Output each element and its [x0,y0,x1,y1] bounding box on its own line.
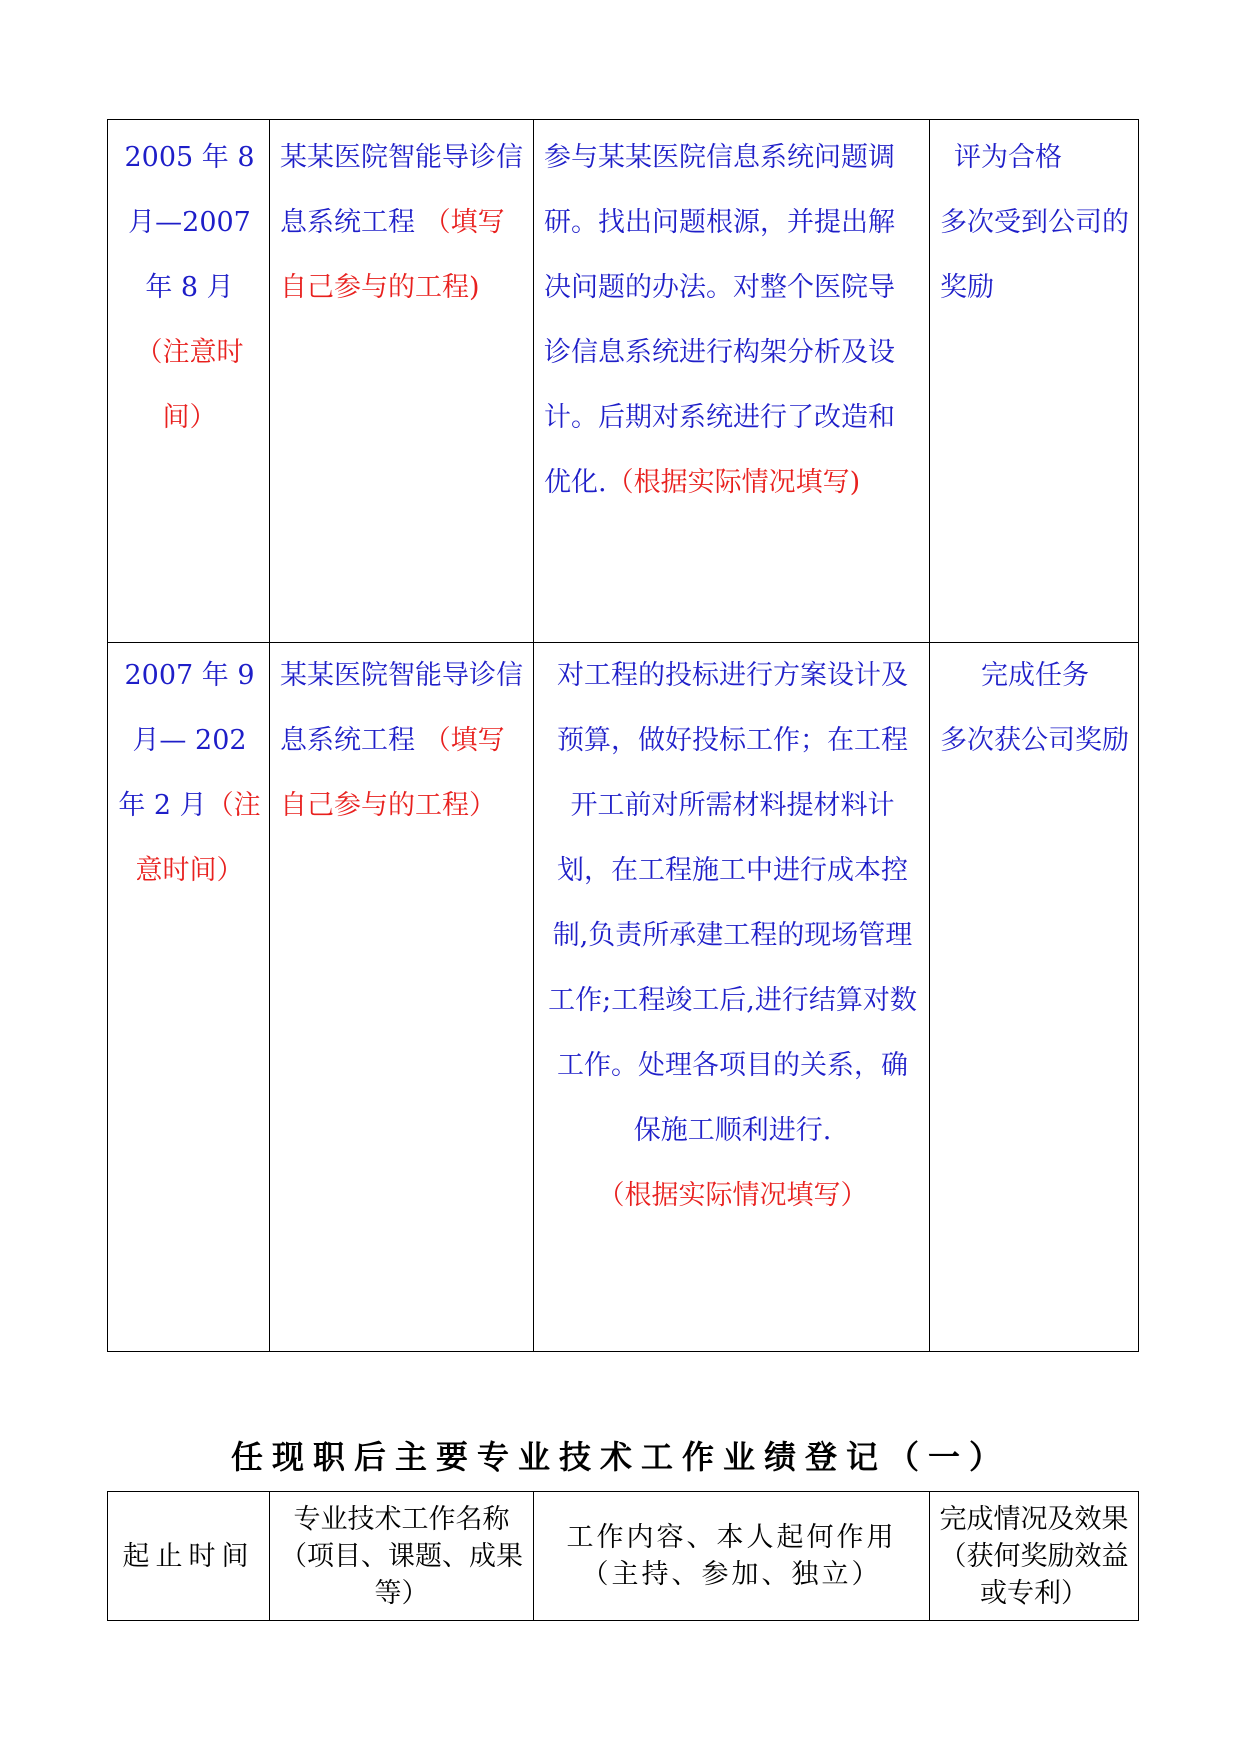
header-content: 工作内容、本人起何作用（主持、参加、独立） [534,1492,930,1621]
header-period: 起止时间 [108,1492,270,1621]
header-project: 专业技术工作名称（项目、课题、成果等） [270,1492,534,1621]
content-text: 参与某某医院信息系统问题调研。找出问题根源，并提出解决问题的办法。对整个医院导诊信息系统进行构架分析及设计。后期对系统进行了改造和优化. [544,142,895,498]
content-cell [534,120,930,643]
result-cell [930,120,1139,643]
table-row [108,120,1139,643]
content-note: （根据实际情况填写) [606,467,861,498]
project-name: 某某医院智能导诊信息系统工程 [280,660,523,756]
period-cell [108,643,270,1352]
content-text: 对工程的投标进行方案设计及预算，做好投标工作；在工程开工前对所需材料提材料计划，在工程施工中进行成本控制,负责所承建工程的现场管理工作;工程竣工后,进行结算对数工作。处理各项目的关系，确保施工顺利进行. [548,660,917,1146]
project-note: （填写自己参与的工程） [280,725,505,821]
result-award: 多次获公司奖励 [940,725,1129,756]
project-name: 某某医院智能导诊信息系统工程 [280,142,523,238]
section-title: 任现职后主要专业技术工作业绩登记（一） [230,1438,1010,1476]
period-cell [108,120,270,643]
period-text: 2007 年 9 月— 202 年 2 月 [118,660,255,821]
period-note: （注意时间） [135,337,244,433]
period-note: （注意时间） [135,790,261,886]
project-cell [270,643,534,1352]
project-note: （填写自己参与的工程) [280,207,505,303]
result-cell [930,643,1139,1352]
header-result: 完成情况及效果（获何奖励效益或专利） [930,1492,1139,1621]
achievement-header-table [107,1491,1139,1621]
result-award: 多次受到公司的奖励 [940,207,1129,303]
content-cell [534,643,930,1352]
work-record-table [107,119,1139,1352]
header-row [108,1492,1139,1621]
result-status: 评为合格 [954,142,1062,173]
period-text: 2005 年 8 月—2007 年 8 月 [124,142,255,303]
content-note: （根据实际情况填写） [597,1180,868,1211]
project-cell [270,120,534,643]
table-row [108,643,1139,1352]
result-status: 完成任务 [981,660,1089,691]
